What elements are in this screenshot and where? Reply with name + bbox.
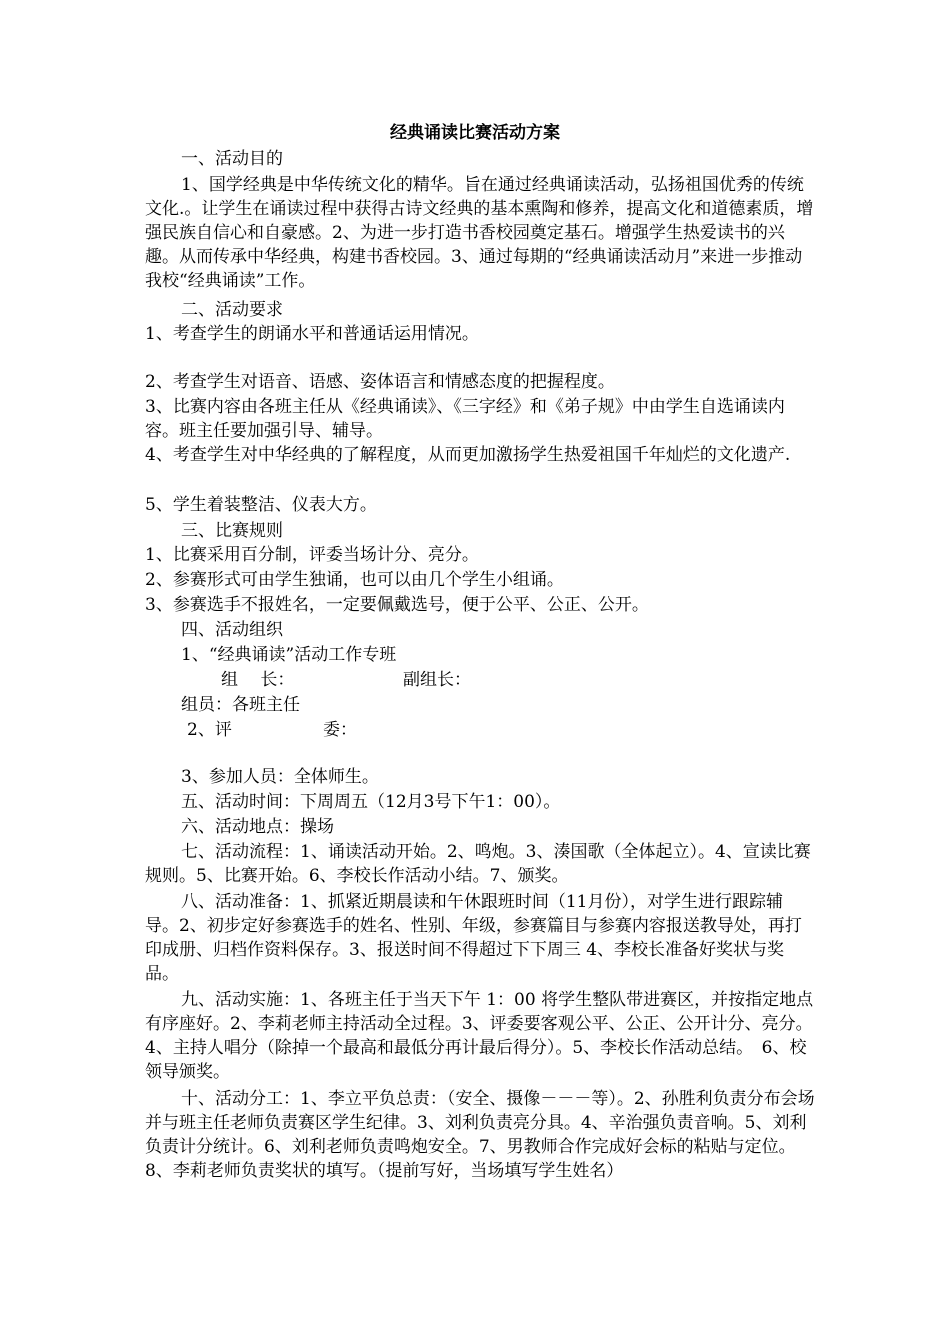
section-4-item-3: 3、参加人员：全体师生。 (181, 767, 379, 787)
document-title: 经典诵读比赛活动方案 (390, 123, 560, 143)
section-3-item-1: 1、比赛采用百分制，评委当场计分、亮分。 (145, 545, 479, 565)
section-5: 五、活动时间：下周周五（12月3号下午1：00）。 (181, 792, 561, 812)
section-2-item-3: 3、比赛内容由各班主任从《经典诵读》、《三字经》和《弟子规》中由学生自选诵读内容。班主任要加强引导、辅导。 (145, 397, 785, 441)
section-1-heading: 一、活动目的 (181, 149, 283, 169)
section-2-item-1: 1、考查学生的朗诵水平和普通话运用情况。 (145, 324, 479, 344)
section-2-item-4: 4、考查学生对中华经典的了解程度，从而更加激扬学生热爱祖国千年灿烂的文化遗产. (145, 445, 791, 465)
section-3-item-2: 2、参赛形式可由学生独诵，也可以由几个学生小组诵。 (145, 570, 564, 590)
judges-label-part-2: 委： (323, 720, 357, 740)
section-2-item-2: 2、考查学生对语音、语感、姿体语言和情感态度的把握程度。 (145, 372, 615, 392)
section-2-heading: 二、活动要求 (181, 300, 283, 320)
section-6: 六、活动地点：操场 (181, 817, 334, 837)
section-4-heading: 四、活动组织 (181, 620, 283, 640)
section-10: 十、活动分工：1、李立平负总责：（安全、摄像－－－等）。2、孙胜利负责分布会场并与班主任老师负责赛区学生纪律。3、刘利负责亮分具。4、辛治强负责音响。5、刘利负责计分统计。6、刘利老师负责鸣炮安全。7、男教师合作完成好会标的粘贴与定位。8、李莉老师负责奖状的填写。（提前写好，当场填写学生姓名） (145, 1089, 815, 1181)
vice-leader-label: 副组长： (403, 670, 471, 690)
judges-label-part-1: 2、评 (187, 720, 232, 740)
section-2-item-5: 5、学生着装整洁、仪表大方。 (145, 495, 377, 515)
group-leader-label: 组 长： (221, 670, 295, 690)
section-3-heading: 三、比赛规则 (181, 521, 283, 541)
section-8: 八、活动准备：1、抓紧近期晨读和午休跟班时间（11月份），对学生进行跟踪辅导。2、初步定好参赛选手的姓名、性别、年级，参赛篇目与参赛内容报送教导处，再打印成册、归档作资料保存。3、报送时间不得超过下下周三 4、李校长准备好奖状与奖品。 (145, 892, 802, 984)
section-7: 七、活动流程：1、诵读活动开始。2、鸣炮。3、湊国歌（全体起立）。4、宣读比赛规则。5、比赛开始。6、李校长作活动小结。7、颁奖。 (145, 842, 811, 886)
group-members: 组员：各班主任 (181, 695, 300, 715)
section-4-item-1: 1、“经典诵读”活动工作专班 (181, 645, 397, 665)
section-9: 九、活动实施：1、各班主任于当天下午 1：00 将学生整队带进赛区，并按指定地点有序座好。2、李莉老师主持活动全过程。3、评委要客观公平、公正、公开计分、亮分。4、主持人唱分（除掉一个最高和最低分再计最后得分）。5、李校长作活动总结。 6、校领导颁奖。 (145, 990, 814, 1082)
section-1-paragraph: 1、国学经典是中华传统文化的精华。旨在通过经典诵读活动，弘扬祖国优秀的传统文化.。让学生在诵读过程中获得古诗文经典的基本熏陶和修养，提高文化和道德素质，增强民族自信心和自豪感。2、为进一步打造书香校园奠定基石。增强学生热爱读书的兴趣。从而传承中华经典，构建书香校园。3、通过每期的“经典诵读活动月”来进一步推动我校“经典诵读”工作。 (145, 175, 814, 291)
section-3-item-3: 3、参赛选手不报姓名，一定要佩戴选号，便于公平、公正、公开。 (145, 595, 649, 615)
